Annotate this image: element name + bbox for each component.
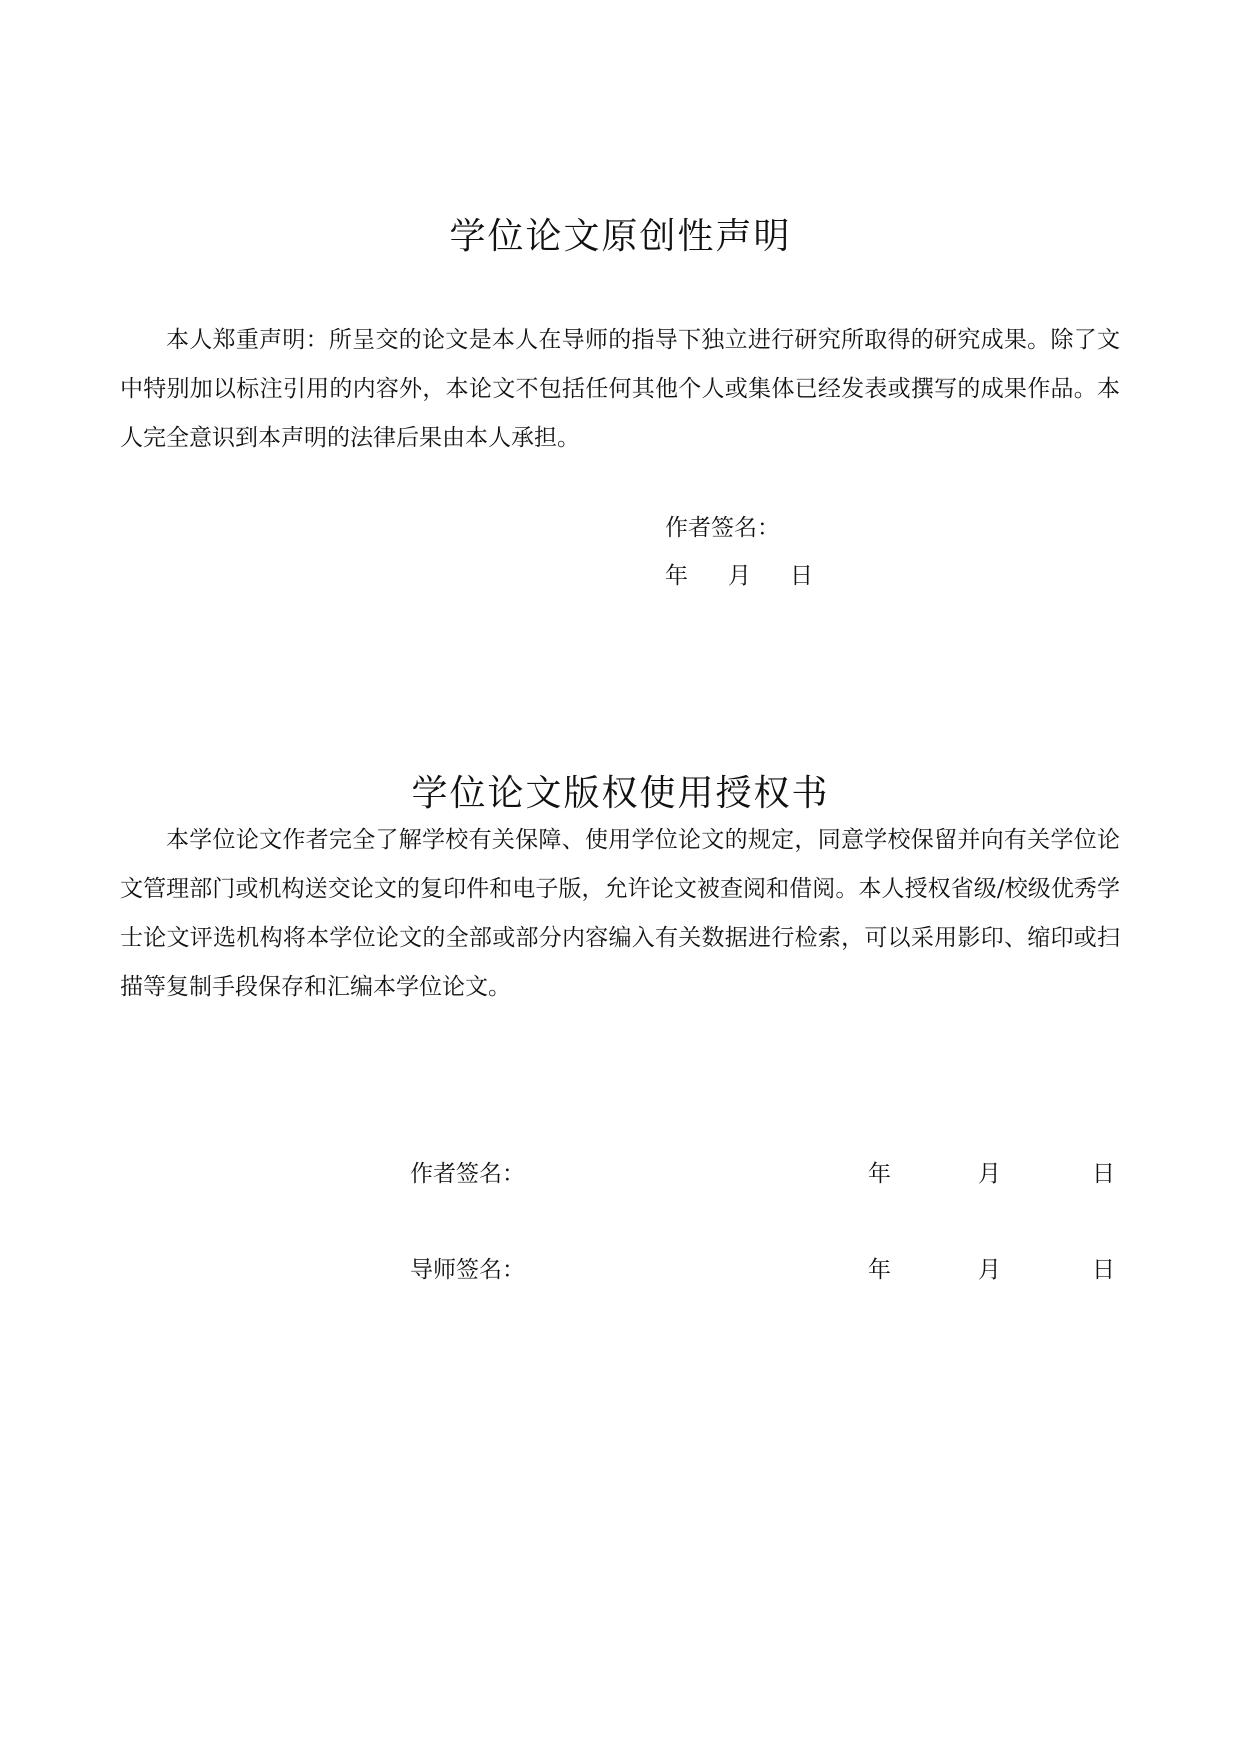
authorization-advisor-signature-label: 导师签名：	[410, 1257, 525, 1283]
authorization-author-date-day: 日	[1092, 1161, 1115, 1187]
authorization-advisor-date-month: 月	[978, 1257, 1001, 1283]
authorization-body: 本学位论文作者完全了解学校有关保障、使用学位论文的规定，同意学校保留并向有关学位论文管理部门或机构送交论文的复印件和电子版，允许论文被查阅和借阅。本人授权省级/校级优秀学士论文评选机构将本学位论文的全部或部分内容编入有关数据进行检索，可以采用影印、缩印或扫描等复制手段保存和汇编本学位论文。	[120, 827, 1120, 1000]
declaration-body: 本人郑重声明：所呈交的论文是本人在导师的指导下独立进行研究所取得的研究成果。除了文中特别加以标注引用的内容外，本论文不包括任何其他个人或集体已经发表或撰写的成果作品。本人完全意识到本声明的法律后果由本人承担。	[120, 327, 1120, 451]
declaration-author-signature-label: 作者签名：	[665, 515, 780, 541]
authorization-advisor-date-day: 日	[1092, 1257, 1115, 1283]
declaration-date-day: 日	[790, 563, 813, 589]
declaration-date-month: 月	[728, 563, 751, 589]
declaration-date-year: 年	[665, 563, 688, 589]
authorization-author-date-month: 月	[978, 1161, 1001, 1187]
authorization-advisor-date-year: 年	[868, 1257, 891, 1283]
authorization-author-signature-label: 作者签名：	[410, 1161, 525, 1187]
declaration-title: 学位论文原创性声明	[449, 216, 792, 257]
authorization-title: 学位论文版权使用授权书	[411, 773, 830, 814]
authorization-author-date-year: 年	[868, 1161, 891, 1187]
